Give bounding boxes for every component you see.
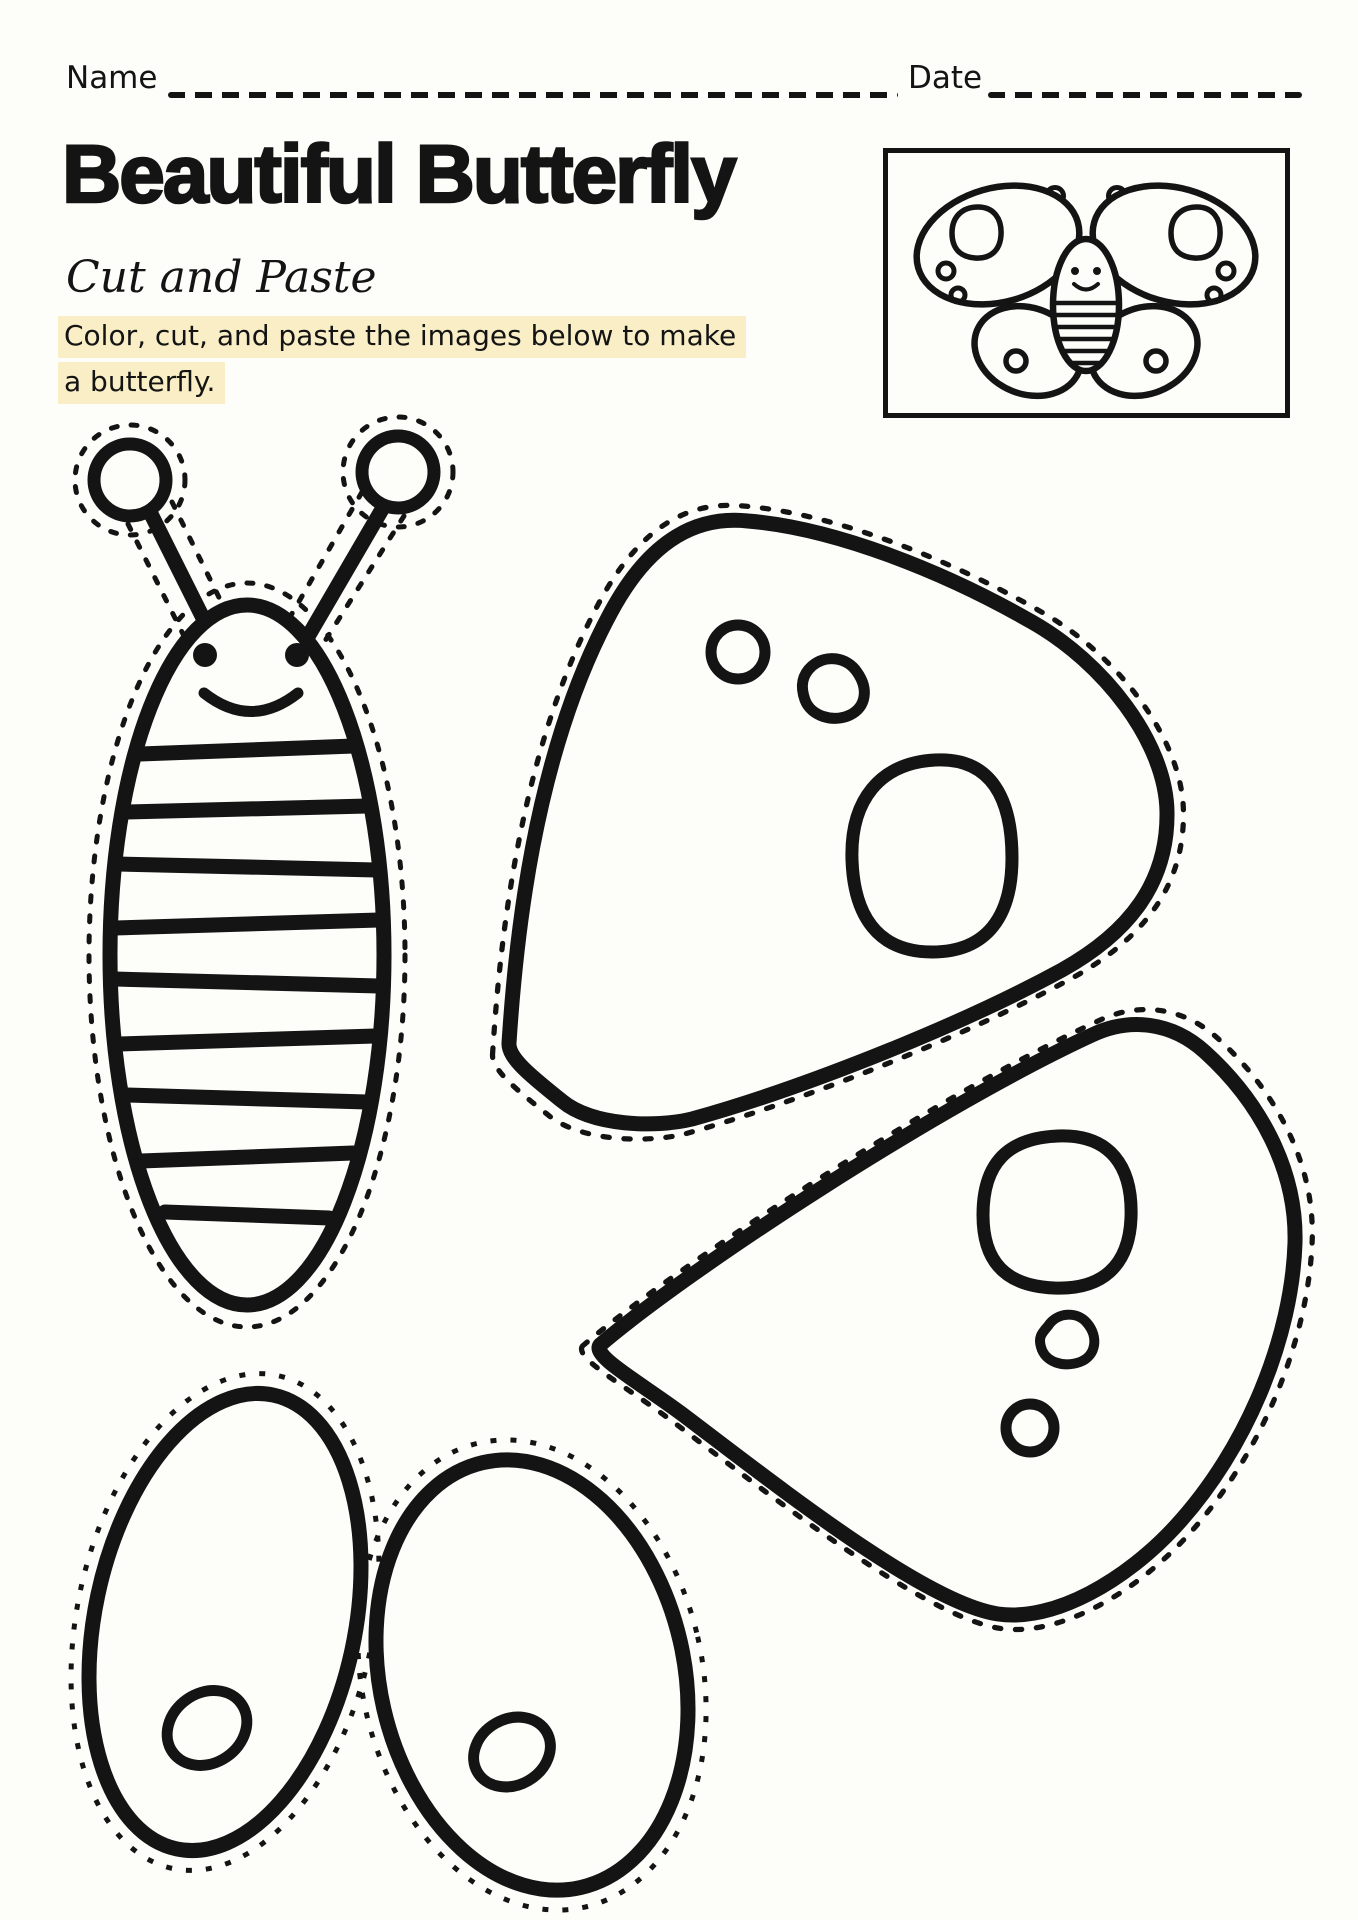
name-label: Name [66,60,158,96]
cutout-small-wing-left [28,1345,422,1900]
cutout-small-wing-right [313,1405,751,1920]
date-label: Date [908,60,983,96]
body-left-eye [193,643,217,667]
body-right-eye [285,643,309,667]
page-title: Beautiful Butterfly [62,129,735,220]
cutout-body-piece [75,417,453,1327]
instructions-line-1: Color, cut, and paste the images below to make [58,316,746,358]
instructions-line-2: a butterfly. [58,362,225,404]
page-subtitle: Cut and Paste [66,252,377,303]
